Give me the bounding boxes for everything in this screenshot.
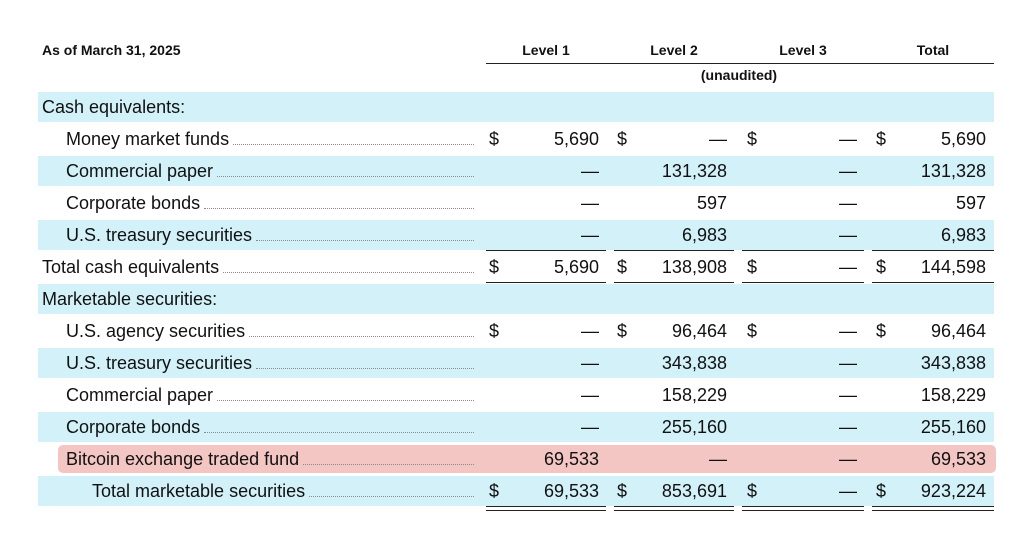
value-cell: —: [581, 417, 599, 437]
value-cell: —: [839, 481, 857, 501]
leader-dots: [204, 207, 474, 209]
value-cell: —: [581, 353, 599, 373]
leader-dots: [233, 143, 474, 145]
currency-symbol: $: [489, 257, 500, 277]
header-rule: [486, 63, 994, 64]
currency-symbol: $: [876, 321, 887, 341]
currency-symbol: $: [876, 257, 887, 277]
total-double-rule: [872, 506, 994, 511]
value-cell: 158,229: [661, 385, 727, 405]
row-label-text: Total cash equivalents: [42, 257, 220, 277]
unaudited-note: (unaudited): [700, 67, 778, 83]
currency-symbol: $: [747, 481, 758, 501]
row-label-text: Corporate bonds: [66, 417, 201, 437]
total-double-rule: [486, 506, 606, 511]
currency-symbol: $: [617, 129, 628, 149]
column-header-level-2: Level 2: [650, 42, 698, 58]
row-label: [66, 449, 474, 470]
leader-dots: [217, 175, 474, 177]
leader-dots: [309, 495, 474, 497]
row-label: [42, 289, 217, 310]
row-label: [66, 193, 474, 214]
row-label-text: U.S. treasury securities: [66, 225, 253, 245]
column-header-total: Total: [916, 42, 950, 58]
value-cell: —: [839, 353, 857, 373]
value-cell: 6,983: [681, 225, 727, 245]
row-label: [66, 321, 474, 342]
value-cell: 597: [955, 193, 986, 213]
row-label: [66, 161, 474, 182]
row-label-text: U.S. treasury securities: [66, 353, 253, 373]
value-cell: —: [839, 225, 857, 245]
value-cell: 138,908: [661, 257, 727, 277]
value-cell: —: [709, 129, 727, 149]
value-cell: —: [581, 321, 599, 341]
value-cell: 255,160: [661, 417, 727, 437]
value-cell: —: [581, 385, 599, 405]
value-cell: —: [839, 321, 857, 341]
value-cell: —: [839, 129, 857, 149]
value-cell: —: [839, 417, 857, 437]
currency-symbol: $: [617, 257, 628, 277]
value-cell: 343,838: [661, 353, 727, 373]
row-label-text: Cash equivalents:: [42, 97, 186, 117]
value-cell: 96,464: [671, 321, 727, 341]
value-cell: 597: [696, 193, 727, 213]
currency-symbol: $: [876, 481, 887, 501]
value-cell: —: [839, 449, 857, 469]
as-of-date: As of March 31, 2025: [42, 42, 181, 58]
row-label-text: Marketable securities:: [42, 289, 218, 309]
value-cell: —: [709, 449, 727, 469]
value-cell: 6,983: [940, 225, 986, 245]
table-row: [38, 188, 994, 218]
currency-symbol: $: [489, 481, 500, 501]
table-row: [38, 92, 994, 122]
total-double-rule: [742, 506, 864, 511]
value-cell: 69,533: [543, 481, 599, 501]
value-cell: —: [581, 193, 599, 213]
currency-symbol: $: [489, 129, 500, 149]
leader-dots: [256, 367, 474, 369]
value-cell: 158,229: [920, 385, 986, 405]
currency-symbol: $: [489, 321, 500, 341]
value-cell: 131,328: [661, 161, 727, 181]
subtotal-rule: [872, 250, 994, 251]
table-row: [38, 444, 994, 474]
column-header-level-1: Level 1: [522, 42, 570, 58]
value-cell: 853,691: [661, 481, 727, 501]
value-cell: 69,533: [930, 449, 986, 469]
row-label: [66, 225, 474, 246]
leader-dots: [223, 271, 474, 273]
subtotal-rule: [486, 250, 606, 251]
value-cell: 923,224: [920, 481, 986, 501]
leader-dots: [217, 399, 474, 401]
table-row: [38, 476, 994, 506]
table-row: [38, 252, 994, 282]
currency-symbol: $: [747, 257, 758, 277]
currency-symbol: $: [876, 129, 887, 149]
row-label-text: Commercial paper: [66, 385, 214, 405]
subtotal-rule: [614, 250, 734, 251]
subtotal-rule: [742, 250, 864, 251]
row-label: [42, 257, 474, 278]
value-cell: 144,598: [920, 257, 986, 277]
row-label-text: Bitcoin exchange traded fund: [66, 449, 300, 469]
value-cell: —: [839, 385, 857, 405]
row-label: [66, 385, 474, 406]
total-double-rule: [614, 506, 734, 511]
row-label: [66, 353, 474, 374]
value-cell: 69,533: [543, 449, 599, 469]
value-cell: —: [839, 161, 857, 181]
leader-dots: [204, 431, 474, 433]
value-cell: 131,328: [920, 161, 986, 181]
table-row: [38, 316, 994, 346]
currency-symbol: $: [747, 129, 758, 149]
value-cell: —: [581, 161, 599, 181]
value-cell: 255,160: [920, 417, 986, 437]
table-row: [38, 412, 994, 442]
row-label-text: Corporate bonds: [66, 193, 201, 213]
value-cell: 5,690: [940, 129, 986, 149]
row-label: [92, 481, 474, 502]
row-label-text: Total marketable securities: [92, 481, 306, 501]
currency-symbol: $: [747, 321, 758, 341]
table-row: [38, 220, 994, 250]
row-label: [66, 129, 474, 150]
row-label: [66, 417, 474, 438]
value-cell: 96,464: [930, 321, 986, 341]
table-row: [38, 284, 994, 314]
column-header-level-3: Level 3: [779, 42, 827, 58]
row-label-text: Money market funds: [66, 129, 230, 149]
value-cell: —: [581, 225, 599, 245]
row-label-text: U.S. agency securities: [66, 321, 246, 341]
value-cell: 5,690: [553, 129, 599, 149]
table-row: [38, 348, 994, 378]
row-label: [42, 97, 185, 118]
table-row: [38, 156, 994, 186]
currency-symbol: $: [617, 321, 628, 341]
value-cell: —: [839, 193, 857, 213]
value-cell: 5,690: [553, 257, 599, 277]
table-row: [38, 124, 994, 154]
table-row: [38, 380, 994, 410]
leader-dots: [249, 335, 474, 337]
row-label-text: Commercial paper: [66, 161, 214, 181]
leader-dots: [303, 463, 474, 465]
value-cell: —: [839, 257, 857, 277]
value-cell: 343,838: [920, 353, 986, 373]
leader-dots: [256, 239, 474, 241]
currency-symbol: $: [617, 481, 628, 501]
